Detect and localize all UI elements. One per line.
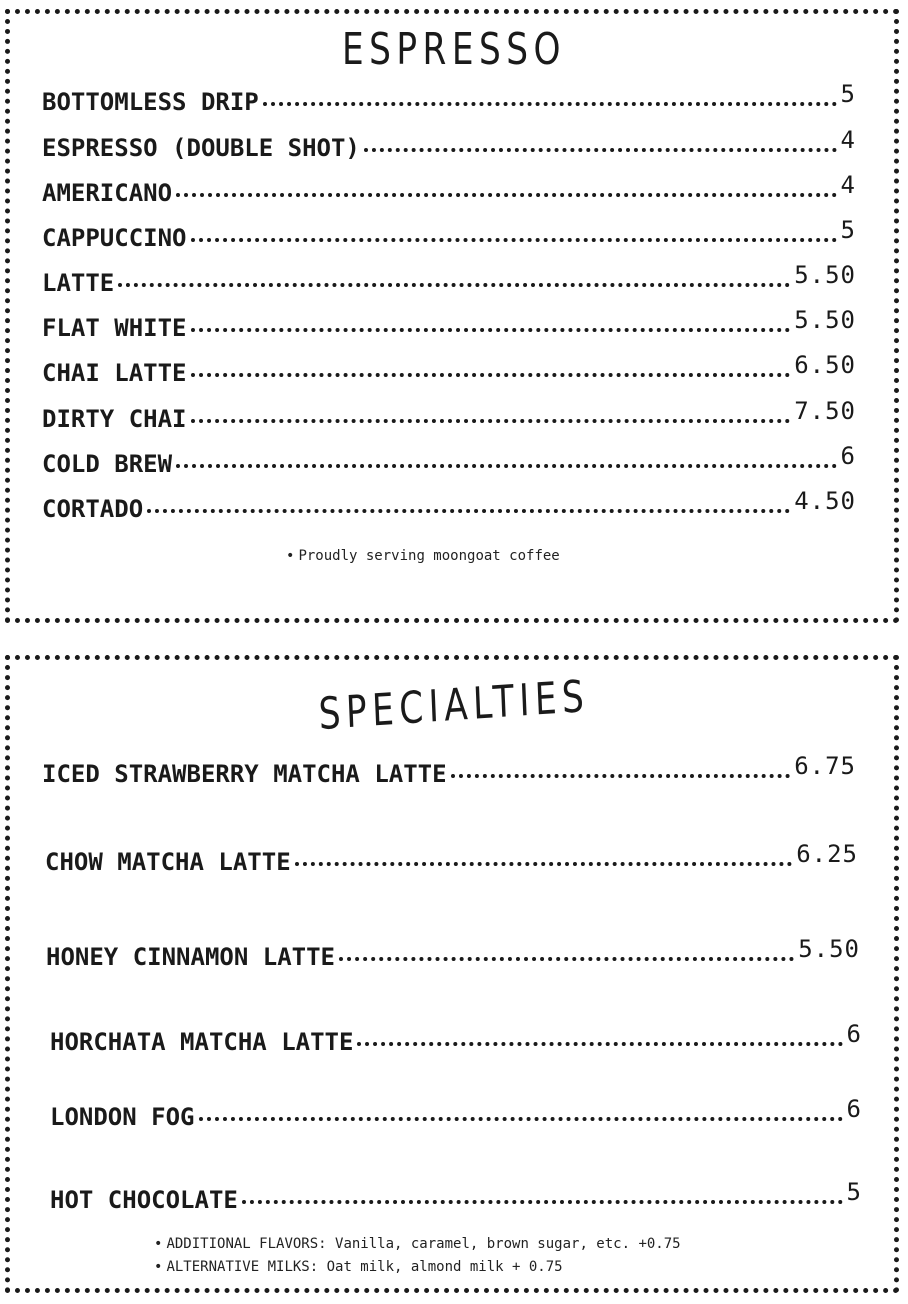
menu-item [42,80,856,116]
item-name: COLD BREW [42,450,173,478]
item-price: 5.50 [794,261,856,289]
menu-item [42,397,856,433]
item-name: CORTADO [42,495,144,523]
menu-item [46,935,860,971]
menu-item [42,171,856,207]
menu-item [42,487,856,523]
item-name: HONEY CINNAMON LATTE [46,943,335,971]
item-price: 5.50 [798,935,860,963]
item-price: 5 [846,1178,862,1206]
item-name: HORCHATA MATCHA LATTE [50,1028,354,1056]
specialties-note-milks [154,1259,563,1275]
item-price: 6.75 [794,752,856,780]
menu-item [42,306,856,342]
dot-leader [191,328,791,332]
item-price: 4.50 [794,487,856,515]
specialties-title: SPECIALTIES [317,670,591,741]
menu-item [45,840,858,876]
item-price: 6 [846,1020,862,1048]
item-name: BOTTOMLESS DRIP [42,88,259,116]
item-name: HOT CHOCOLATE [50,1186,238,1214]
espresso-title: ESPRESSO [342,24,566,75]
dot-leader [199,1117,843,1121]
dot-leader [242,1200,843,1204]
dot-leader [176,193,837,197]
item-name: DIRTY CHAI [42,405,187,433]
dot-leader [451,774,791,778]
espresso-note [286,548,560,564]
bullet-icon: • [154,1259,163,1275]
menu-item [50,1178,862,1214]
item-price: 6.25 [796,840,858,868]
item-price: 7.50 [794,397,856,425]
menu-item [50,1095,862,1131]
dot-leader [263,102,837,106]
dot-leader [118,283,790,287]
item-price: 5.50 [794,306,856,334]
item-name: LATTE [42,269,115,297]
menu-item [42,261,856,297]
item-price: 5 [840,80,856,108]
item-price: 6 [846,1095,862,1123]
bullet-icon: • [154,1236,163,1252]
menu-item [42,126,856,162]
item-price: 4 [840,171,856,199]
item-name: CHOW MATCHA LATTE [45,848,291,876]
dot-leader [357,1042,842,1046]
item-price: 6.50 [794,351,856,379]
item-name: ICED STRAWBERRY MATCHA LATTE [42,760,447,788]
dot-leader [191,419,791,423]
item-price: 6 [840,442,856,470]
item-name: CHAI LATTE [42,359,187,387]
bullet-icon: • [286,548,295,564]
dot-leader [147,509,790,513]
dot-leader [339,957,794,961]
item-price: 4 [840,126,856,154]
dot-leader [295,862,793,866]
item-name: CAPPUCCINO [42,224,187,252]
menu-item [50,1020,862,1056]
menu-item [42,752,856,788]
item-price: 5 [840,216,856,244]
item-name: ESPRESSO (DOUBLE SHOT) [42,134,360,162]
menu-item [42,442,856,478]
item-name: AMERICANO [42,179,173,207]
specialties-note-flavors [154,1236,681,1252]
item-name: FLAT WHITE [42,314,187,342]
note-text: Proudly serving moongoat coffee [298,548,560,564]
menu-item [42,216,856,252]
dot-leader [176,464,837,468]
dot-leader [191,373,791,377]
note-text: ADDITIONAL FLAVORS: Vanilla, caramel, brown sugar, etc. +0.75 [166,1236,681,1252]
item-name: LONDON FOG [50,1103,195,1131]
note-text: ALTERNATIVE MILKS: Oat milk, almond milk + 0.75 [166,1259,563,1275]
menu-item [42,351,856,387]
dot-leader [364,148,837,152]
dot-leader [191,238,837,242]
